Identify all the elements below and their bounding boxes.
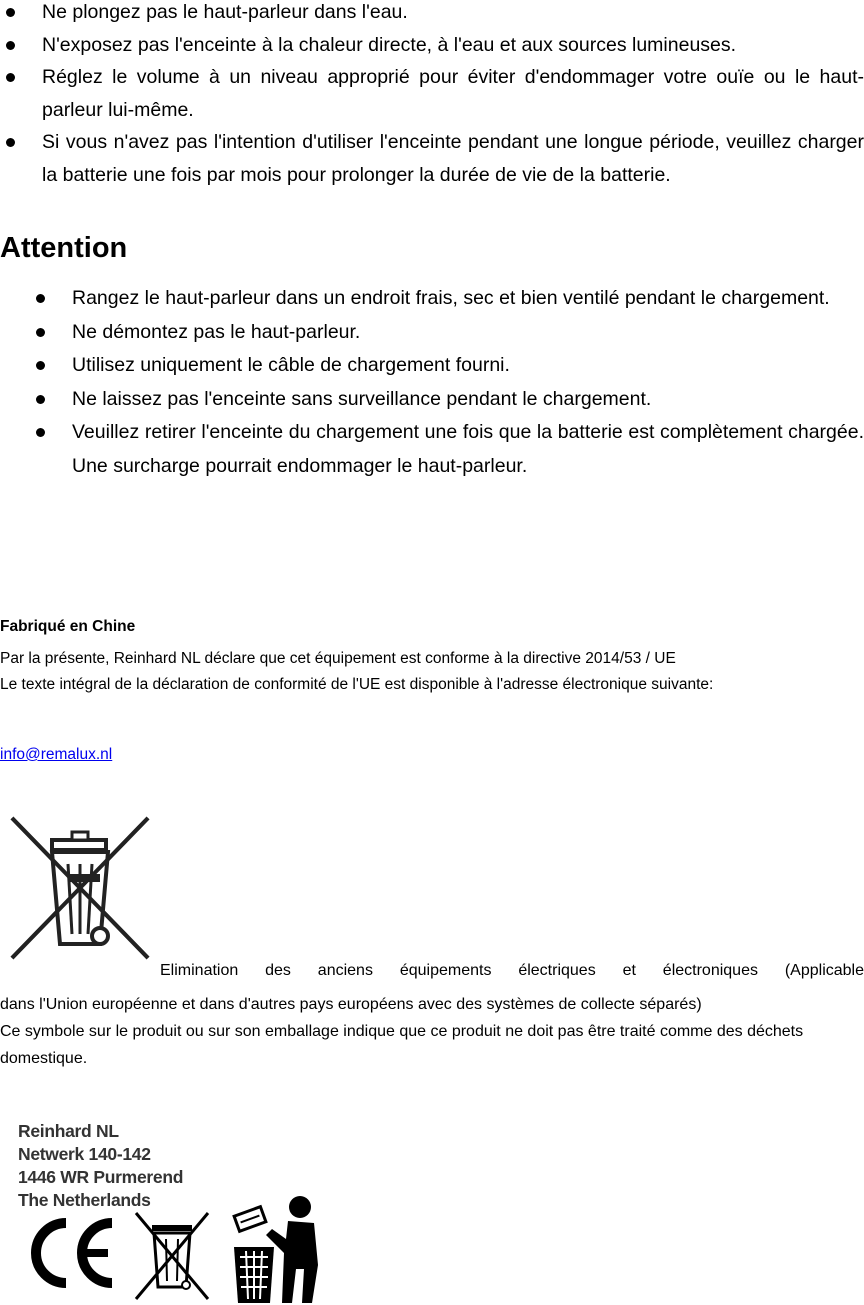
list-item: Réglez le volume à un niveau approprié pour éviter d'endommager votre ouïe ou le haut-parleur lui-même.: [42, 61, 864, 126]
ce-mark-icon: [36, 1223, 112, 1283]
declaration-line: Par la présente, Reinhard NL déclare que cet équipement est conforme à la directive 2014/53 / UE: [0, 650, 676, 667]
list-item: Ne laissez pas l'enceinte sans surveillance pendant le chargement.: [72, 383, 864, 417]
declaration-line: Le texte intégral de la déclaration de conformité de l'UE est disponible à l'adresse électronique suivante:: [0, 676, 714, 693]
tidy-man-icon: [234, 1196, 318, 1303]
weee-small-icon: [136, 1213, 208, 1299]
list-item: Utilisez uniquement le câble de chargement fourni.: [72, 349, 864, 383]
list-item: Ne plongez pas le haut-parleur dans l'eau.: [42, 0, 864, 29]
disposal-caption: Elimination des anciens équipements électriques et électroniques (Applicable: [160, 962, 864, 979]
disposal-line: Ce symbole sur le produit ou sur son emballage indique que ce produit ne doit pas être traité comme des déchets domestique.: [0, 1023, 804, 1067]
made-in-label: Fabriqué en Chine: [0, 618, 136, 635]
disposal-text: [0, 991, 864, 1072]
address-line: Netwerk 140-142: [18, 1144, 151, 1164]
list-item: Si vous n'avez pas l'intention d'utiliser l'enceinte pendant une longue période, veuillez charger la batterie une fois par mois pour prolonger la durée de vie de la batterie.: [42, 126, 864, 191]
address-line: Reinhard NL: [18, 1121, 119, 1141]
list-item: Rangez le haut-parleur dans un endroit frais, sec et bien ventilé pendant le chargement.: [72, 282, 864, 316]
disposal-line: dans l'Union européenne et dans d'autres pays européens avec des systèmes de collecte séparés): [0, 996, 702, 1013]
certification-marks: [14, 1195, 330, 1305]
attention-list: [72, 282, 864, 483]
list-item: Ne démontez pas le haut-parleur.: [72, 316, 864, 350]
attention-heading: Attention: [0, 232, 128, 264]
weee-bin-icon: [2, 812, 158, 964]
safety-list: [42, 0, 864, 191]
declaration-text: [0, 646, 864, 698]
address-line: 1446 WR Purmerend: [18, 1167, 184, 1187]
list-item: N'exposez pas l'enceinte à la chaleur directe, à l'eau et aux sources lumineuses.: [42, 29, 864, 62]
email-link[interactable]: info@remalux.nl: [0, 746, 113, 763]
address-line: The Netherlands: [18, 1190, 151, 1210]
list-item: Veuillez retirer l'enceinte du chargement une fois que la batterie est complètement chargée. Une surcharge pourrait endommager le haut-parleur.: [72, 416, 864, 483]
